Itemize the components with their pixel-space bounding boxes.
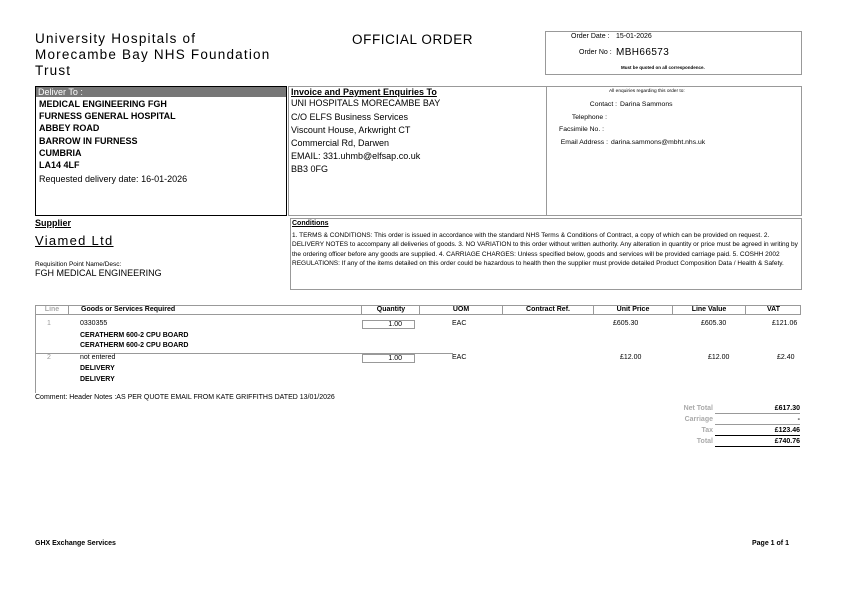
row-description: CERATHERM 600-2 CPU BOARD [80,342,189,349]
invoice-line: Commercial Rd, Darwen [291,138,390,148]
org-name-line: University Hospitals of [35,31,197,46]
order-no-note: Must be quoted on all correspondence. [621,65,705,70]
address-line: BARROW IN FURNESS [39,135,138,146]
invoice-line: BB3 0FG [291,164,329,174]
row-description: CERATHERM 600-2 CPU BOARD [80,332,189,339]
address-line: ABBEY ROAD [39,123,100,134]
invoice-heading: Invoice and Payment Enquiries To [291,87,437,97]
net-total-label: Net Total [683,405,713,412]
invoice-line: EMAIL: 331.uhmb@elfsap.co.uk [291,151,421,161]
col-vat: VAT [767,306,780,313]
organisation-name [35,31,270,79]
table-border [35,315,36,393]
invoice-line: Viscount House, Arkwright CT [291,125,411,135]
carriage-label: Carriage [684,416,713,423]
delivery-address [39,98,176,171]
order-date-value: 15-01-2026 [616,33,652,40]
row-quantity: 1.00 [362,354,415,363]
row-quantity: 1.00 [362,320,415,329]
row-line-number: 1 [47,320,51,327]
total-label: Total [696,438,713,445]
email-label: Email Address : [560,139,608,146]
comment-header-notes: Comment: Header Notes :AS PER QUOTE EMAIL FROM KATE GRIFFITHS DATED 13/01/2026 [35,394,335,401]
supplier-name: Viamed Ltd [35,233,114,248]
totals-rule [715,435,800,436]
col-quantity: Quantity [363,306,420,314]
supplier-label: Supplier [35,218,72,228]
invoice-enquiries-box [288,86,802,216]
total-value: £740.76 [774,438,800,445]
row-item-code: not entered [80,354,116,361]
row-line-number: 2 [47,354,51,361]
col-uom: UOM [420,306,503,314]
requisition-point-label: Requisition Point Name/Desc: [35,261,122,268]
order-no-value: MBH66573 [616,47,670,58]
totals-rule [715,446,800,447]
enquiries-note: All enquiries regarding this order to: [609,89,685,94]
row-uom: EAC [452,354,467,361]
address-line: FURNESS GENERAL HOSPITAL [39,111,176,122]
col-contract-ref: Contract Ref. [503,306,594,314]
order-no-label: Order No : [579,49,612,56]
row-item-code: 0330355 [80,320,108,327]
page-number: Page 1 of 1 [752,540,789,547]
row-description: DELIVERY [80,376,115,383]
row-vat: £121.06 [772,320,798,327]
totals-rule [715,413,800,414]
row-unit-price: £605.30 [613,320,639,327]
tax-label: Tax [701,427,713,434]
order-info-box [545,31,802,75]
requested-delivery-date: Requested delivery date: 16-01-2026 [39,174,188,184]
row-vat: £2.40 [777,354,795,361]
contact-value: Darina Sammons [620,101,673,108]
address-line: MEDICAL ENGINEERING FGH [39,99,167,109]
col-unit-price: Unit Price [594,306,673,314]
deliver-to-heading: Deliver To : [36,87,286,97]
table-header [35,305,801,315]
fax-label: Facsimile No. : [559,126,604,133]
address-line: LA14 4LF [39,160,80,171]
order-date-label: Order Date : [571,33,610,40]
totals-rule [715,424,800,425]
carriage-value: - [797,416,800,423]
row-unit-price: £12.00 [620,354,642,361]
invoice-line: C/O ELFS Business Services [291,112,409,122]
org-name-line: Trust [35,63,72,78]
conditions-box [290,218,802,290]
contact-label: Contact : [589,101,617,108]
invoice-line: UNI HOSPITALS MORECAMBE BAY [291,98,441,108]
footer-provider: GHX Exchange Services [35,540,116,547]
row-line-value: £12.00 [708,354,730,361]
conditions-heading: Conditions [292,220,329,227]
col-goods: Goods or Services Required [69,306,362,314]
divider [546,87,547,215]
deliver-to-box [35,86,287,216]
row-description: DELIVERY [80,365,115,372]
col-line-value: Line Value [673,306,746,314]
row-line-value: £605.30 [701,320,727,327]
row-uom: EAC [452,320,467,327]
document-title: OFFICIAL ORDER [352,32,474,47]
col-line: Line [36,306,69,314]
requisition-point-value: FGH MEDICAL ENGINEERING [35,268,162,278]
telephone-label: Telephone : [571,114,607,121]
org-name-line: Morecambe Bay NHS Foundation [35,47,271,62]
tax-value: £123.46 [774,427,800,434]
address-line: CUMBRIA [39,147,82,158]
conditions-text: 1. TERMS & CONDITIONS: This order is issued in accordance with the standard NHS Terms & Conditions of Contract, a copy of which can be provided on request. 2. DELIVERY NOTES to accompany all deliveries of goods. 3. NO VARIATION to this order without written authority. Any alteration in quantity or price must be agreed in writing by the ordering officer before any goods are supplied. 4. CARRIAGE CHARGES: Unless specified below, goods and services will be provided carriage paid. 5. COSHH 2002 REGULATIONS: If any of the items detailed on this order could be hazardous to health then the supplier must provide detailed Product Composition Data / Health & Safety. [292,232,798,267]
email-value: darina.sammons@mbht.nhs.uk [611,139,706,146]
net-total-value: £617.30 [774,405,800,412]
